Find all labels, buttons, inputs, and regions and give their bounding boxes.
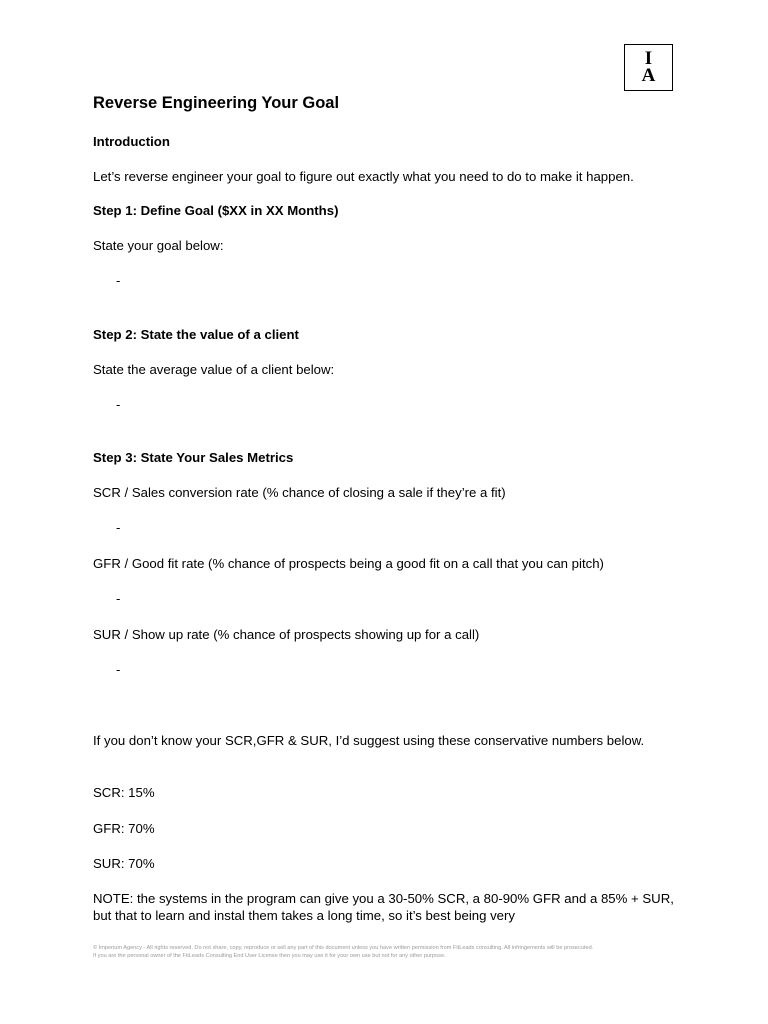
- default-gfr: GFR: 70%: [93, 821, 155, 836]
- step1-heading: Step 1: Define Goal ($XX in XX Months): [93, 203, 339, 218]
- step3-gfr-text: GFR / Good fit rate (% chance of prospects being a good fit on a call that you can pitch): [93, 556, 604, 571]
- intro-heading: Introduction: [93, 134, 170, 149]
- step3-gfr-bullet: -: [116, 591, 121, 606]
- copyright-footer: [93, 945, 683, 960]
- logo-letter-top: I: [644, 48, 653, 69]
- footer-line-1: © Imperium Agency - All rights reserved. Do not share, copy, reproduce or sell any part of this document unless you have written permission from FitLeads consulting. All infringements will be prosecuted.: [93, 945, 594, 951]
- step3-scr-bullet: -: [116, 520, 121, 535]
- logo-letter-bottom: A: [641, 65, 656, 86]
- step2-bullet: -: [116, 397, 121, 412]
- step1-bullet: -: [116, 273, 121, 288]
- default-sur: SUR: 70%: [93, 856, 155, 871]
- intro-text: Let’s reverse engineer your goal to figure out exactly what you need to do to make it happen.: [93, 169, 634, 184]
- page-title: Reverse Engineering Your Goal: [93, 94, 340, 112]
- step3-sur-text: SUR / Show up rate (% chance of prospects showing up for a call): [93, 627, 480, 642]
- footer-line-2: If you are the personal owner of the FitLeads Consulting End User License then you may use it for your own use but not for any other purpose.: [93, 952, 446, 959]
- step2-heading: Step 2: State the value of a client: [93, 327, 299, 342]
- note-text: NOTE: the systems in the program can give you a 30-50% SCR, a 80-90% GFR and a 85% + SUR, but that to learn and instal them takes a long time, so it’s best being very: [93, 891, 674, 923]
- logo: [624, 44, 673, 91]
- step3-scr-text: SCR / Sales conversion rate (% chance of closing a sale if they’re a fit): [93, 485, 506, 500]
- step3-heading: Step 3: State Your Sales Metrics: [93, 450, 294, 465]
- suggestion-text: If you don’t know your SCR,GFR & SUR, I’d suggest using these conservative numbers below.: [93, 733, 645, 748]
- step1-prompt: State your goal below:: [93, 238, 224, 253]
- step2-prompt: State the average value of a client below:: [93, 362, 335, 377]
- step3-sur-bullet: -: [116, 662, 121, 677]
- default-scr: SCR: 15%: [93, 785, 155, 800]
